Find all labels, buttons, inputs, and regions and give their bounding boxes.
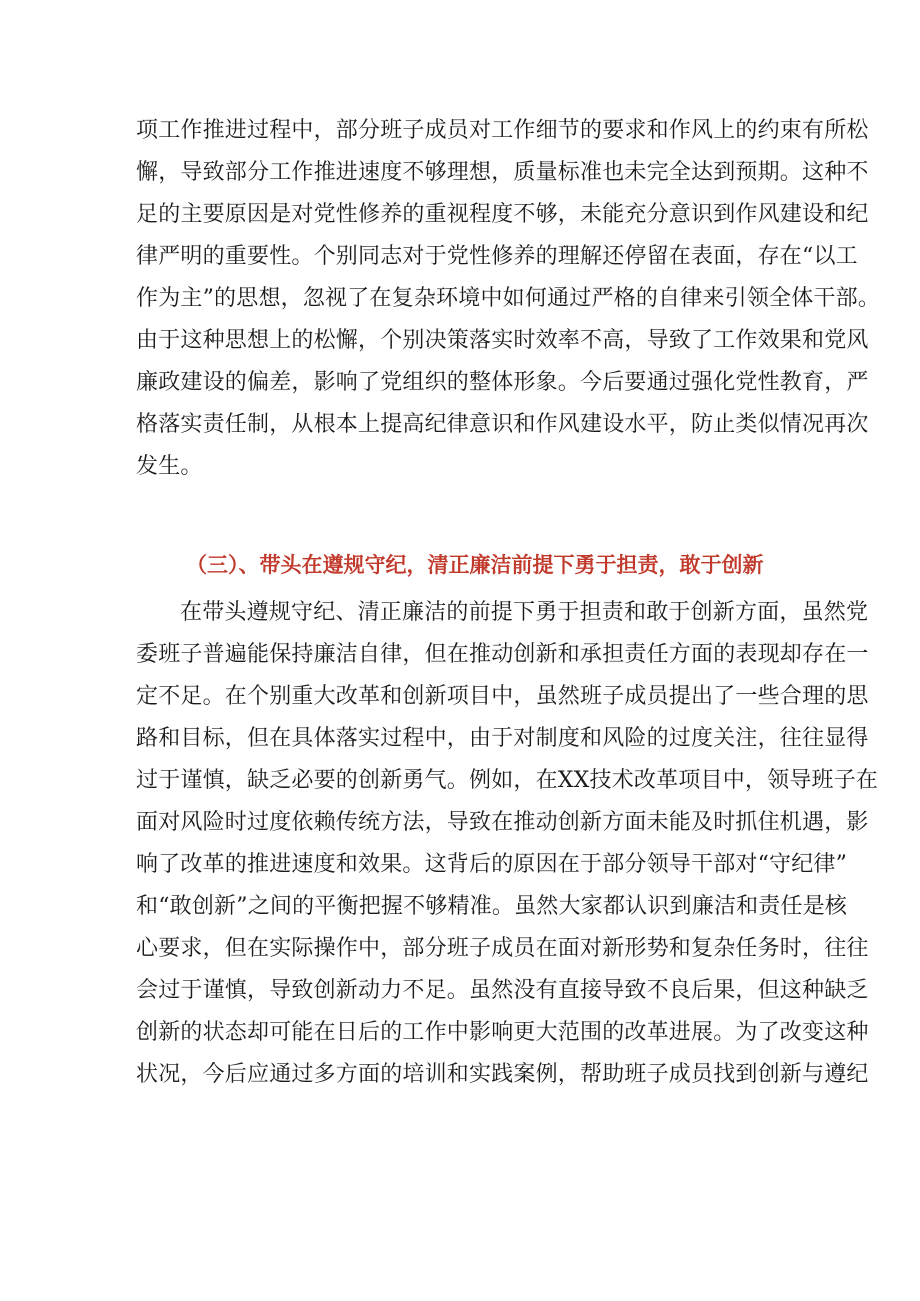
paragraph-line: 律严明的重要性。个别同志对于党性修养的理解还停留在表面，存在“以工 <box>136 244 858 269</box>
paragraph-line: 项工作推进过程中，部分班子成员对工作细节的要求和作风上的约束有所松 <box>136 118 869 143</box>
paragraph-line: 和“敢创新”之间的平衡把握不够精准。虽然大家都认识到廉洁和责任是核 <box>136 894 848 919</box>
paragraph-line: 定不足。在个别重大改革和创新项目中，虽然班子成员提出了一些合理的思 <box>136 684 869 709</box>
paragraph-line: 廉政建设的偏差，影响了党组织的整体形象。今后要通过强化党性教育，严 <box>136 370 869 395</box>
paragraph-line: 会过于谨慎，导致创新动力不足。虽然没有直接导致不良后果，但这种缺乏 <box>136 978 869 1003</box>
paragraph-line: 足的主要原因是对党性修养的重视程度不够，未能充分意识到作风建设和纪 <box>136 202 869 227</box>
paragraph-line: 格落实责任制，从根本上提高纪律意识和作风建设水平，防止类似情况再次 <box>136 412 869 437</box>
paragraph-line: 面对风险时过度依赖传统方法，导致在推动创新方面未能及时抓住机遇，影 <box>136 810 869 835</box>
paragraph-line: 委班子普遍能保持廉洁自律，但在推动创新和承担责任方面的表现却存在一 <box>136 642 869 667</box>
paragraph-line: 作为主”的思想，忽视了在复杂环境中如何通过严格的自律来引领全体干部。 <box>136 286 881 311</box>
paragraph-line: 响了改革的推进速度和效果。这背后的原因在于部分领导干部对“守纪律” <box>136 852 848 877</box>
paragraph-2 <box>136 592 879 1096</box>
paragraph-line: 心要求，但在实际操作中，部分班子成员在面对新形势和复杂任务时，往往 <box>136 936 869 961</box>
paragraph-line: 发生。 <box>136 454 203 479</box>
paragraph-line: 懈，导致部分工作推进速度不够理想，质量标准也未完全达到预期。这种不 <box>136 160 869 185</box>
paragraph-line: 路和目标，但在具体落实过程中，由于对制度和风险的过度关注，往往显得 <box>136 726 869 751</box>
paragraph-line: 过于谨慎，缺乏必要的创新勇气。例如，在XX技术改革项目中，领导班子在 <box>136 768 879 793</box>
paragraph-line: 由于这种思想上的松懈，个别决策落实时效率不高，导致了工作效果和党风 <box>136 328 869 353</box>
section-heading: （三）、带头在遵规守纪，清正廉洁前提下勇于担责，敢于创新 <box>186 553 764 577</box>
paragraph-line: 在带头遵规守纪、清正廉洁的前提下勇于担责和敢于创新方面，虽然党 <box>180 600 869 625</box>
paragraph-line: 创新的状态却可能在日后的工作中影响更大范围的改革进展。为了改变这种 <box>136 1020 869 1045</box>
paragraph-1 <box>136 110 881 488</box>
paragraph-line: 状况，今后应通过多方面的培训和实践案例，帮助班子成员找到创新与遵纪 <box>136 1062 869 1087</box>
